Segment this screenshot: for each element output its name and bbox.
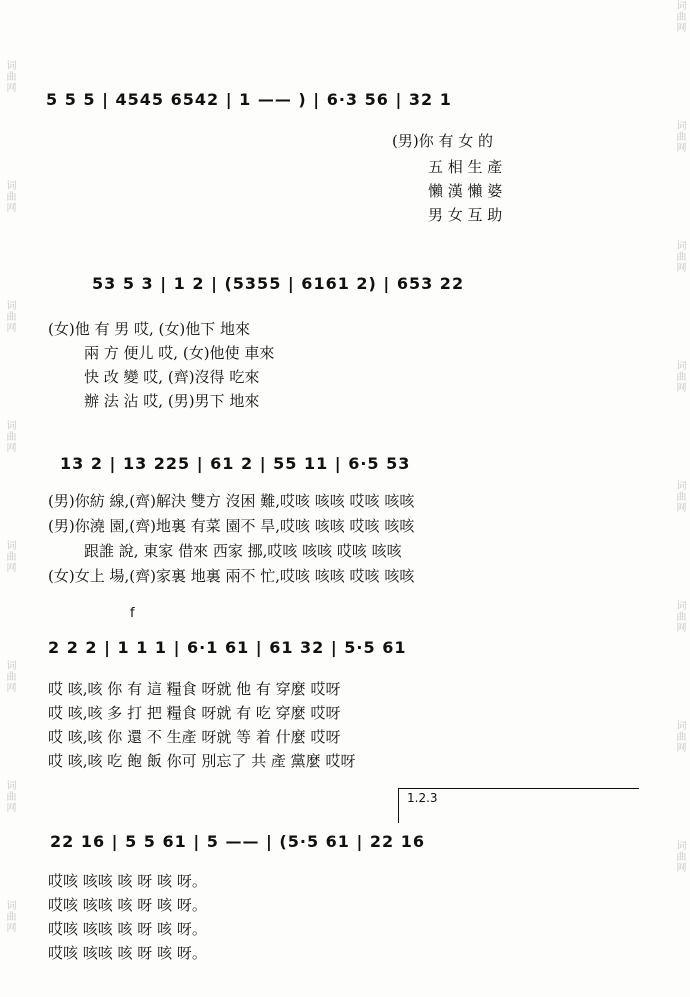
lyric-line: 辦 法 沾 哎, (男)男下 地來	[84, 392, 260, 410]
watermark-text: 词曲网	[674, 240, 685, 273]
staff-notation: 53 5 3 | 1 2 | (5355 | 6161 2) | 653 22	[92, 274, 465, 293]
watermark-text: 词曲网	[4, 900, 15, 933]
lyric-line: 跟誰 說, 東家 借來 西家 挪,哎咳 咳咳 哎咳 咳咳	[84, 542, 402, 560]
watermark-text: 词曲网	[674, 360, 685, 393]
watermark-text: 词曲网	[674, 0, 685, 33]
lyric-line: 哎 咳,咳 多 打 把 糧食 呀就 有 吃 穿麼 哎呀	[48, 704, 341, 722]
lyric-line: 男 女 互 助	[428, 206, 503, 224]
lyric-line: 五 相 生 產	[428, 158, 503, 176]
lyric-line: (男)你紡 線,(齊)解決 雙方 沒困 難,哎咳 咳咳 哎咳 咳咳	[48, 492, 415, 510]
watermark-text: 词曲网	[4, 780, 15, 813]
lyric-line: (女)女上 場,(齊)家裏 地裏 兩不 忙,哎咳 咳咳 哎咳 咳咳	[48, 567, 415, 585]
music-staff-2	[40, 272, 650, 312]
watermark-text: 词曲网	[4, 420, 15, 453]
lyric-line: 哎咳 咳咳 咳 呀 咳 呀。	[48, 872, 207, 890]
music-staff-3	[40, 452, 650, 492]
watermark-left	[2, 0, 18, 997]
music-staff-1	[40, 88, 650, 128]
lyric-line: 快 改 變 哎, (齊)沒得 吃來	[84, 368, 260, 386]
music-staff-5	[40, 830, 650, 870]
lyric-line: 懶 漢 懶 婆	[428, 182, 503, 200]
lyric-line: 哎咳 咳咳 咳 呀 咳 呀。	[48, 920, 207, 938]
watermark-text: 词曲网	[4, 660, 15, 693]
watermark-text: 词曲网	[674, 600, 685, 633]
lyric-line: 哎 咳,咳 你 還 不 生產 呀就 等 着 什麼 哎呀	[48, 728, 341, 746]
staff-notation: 2 2 2 | 1 1 1 | 6·1 61 | 61 32 | 5·5 61	[48, 638, 407, 657]
watermark-text: 词曲网	[4, 300, 15, 333]
watermark-text: 词曲网	[4, 540, 15, 573]
watermark-text: 词曲网	[674, 720, 685, 753]
volta-label: 1.2.3	[407, 791, 438, 805]
watermark-text: 词曲网	[674, 840, 685, 873]
watermark-text: 词曲网	[4, 180, 15, 213]
staff-notation: 5 5 5 | 4545 6542 | 1 —— ) | 6·3 56 | 32 1	[46, 90, 452, 109]
lyric-line: 哎咳 咳咳 咳 呀 咳 呀。	[48, 944, 207, 962]
staff-notation: 13 2 | 13 225 | 61 2 | 55 11 | 6·5 53	[60, 454, 411, 473]
lyric-line: 兩 方 便儿 哎, (女)他使 車來	[84, 344, 275, 362]
lyric-line: (女)他 有 男 哎, (女)他下 地來	[48, 320, 251, 338]
watermark-text: 词曲网	[674, 480, 685, 513]
watermark-right	[672, 0, 688, 997]
lyric-line: 哎咳 咳咳 咳 呀 咳 呀。	[48, 896, 207, 914]
volta-bracket	[398, 788, 639, 823]
lyric-line: 哎 咳,咳 吃 飽 飯 你可 別忘了 共 產 黨麼 哎呀	[48, 752, 356, 770]
staff-notation: 22 16 | 5 5 61 | 5 —— | (5·5 61 | 22 16	[50, 832, 426, 851]
music-staff-4	[40, 636, 650, 676]
watermark-text: 词曲网	[4, 60, 15, 93]
watermark-text: 词曲网	[674, 120, 685, 153]
lyric-line: (男)你澆 園,(齊)地裏 有菜 園不 旱,哎咳 咳咳 哎咳 咳咳	[48, 517, 415, 535]
lyric-line: (男)你 有 女 的	[392, 132, 494, 150]
lyric-line: 哎 咳,咳 你 有 這 糧食 呀就 他 有 穿麼 哎呀	[48, 680, 341, 698]
dynamic-mark: f	[130, 606, 135, 621]
